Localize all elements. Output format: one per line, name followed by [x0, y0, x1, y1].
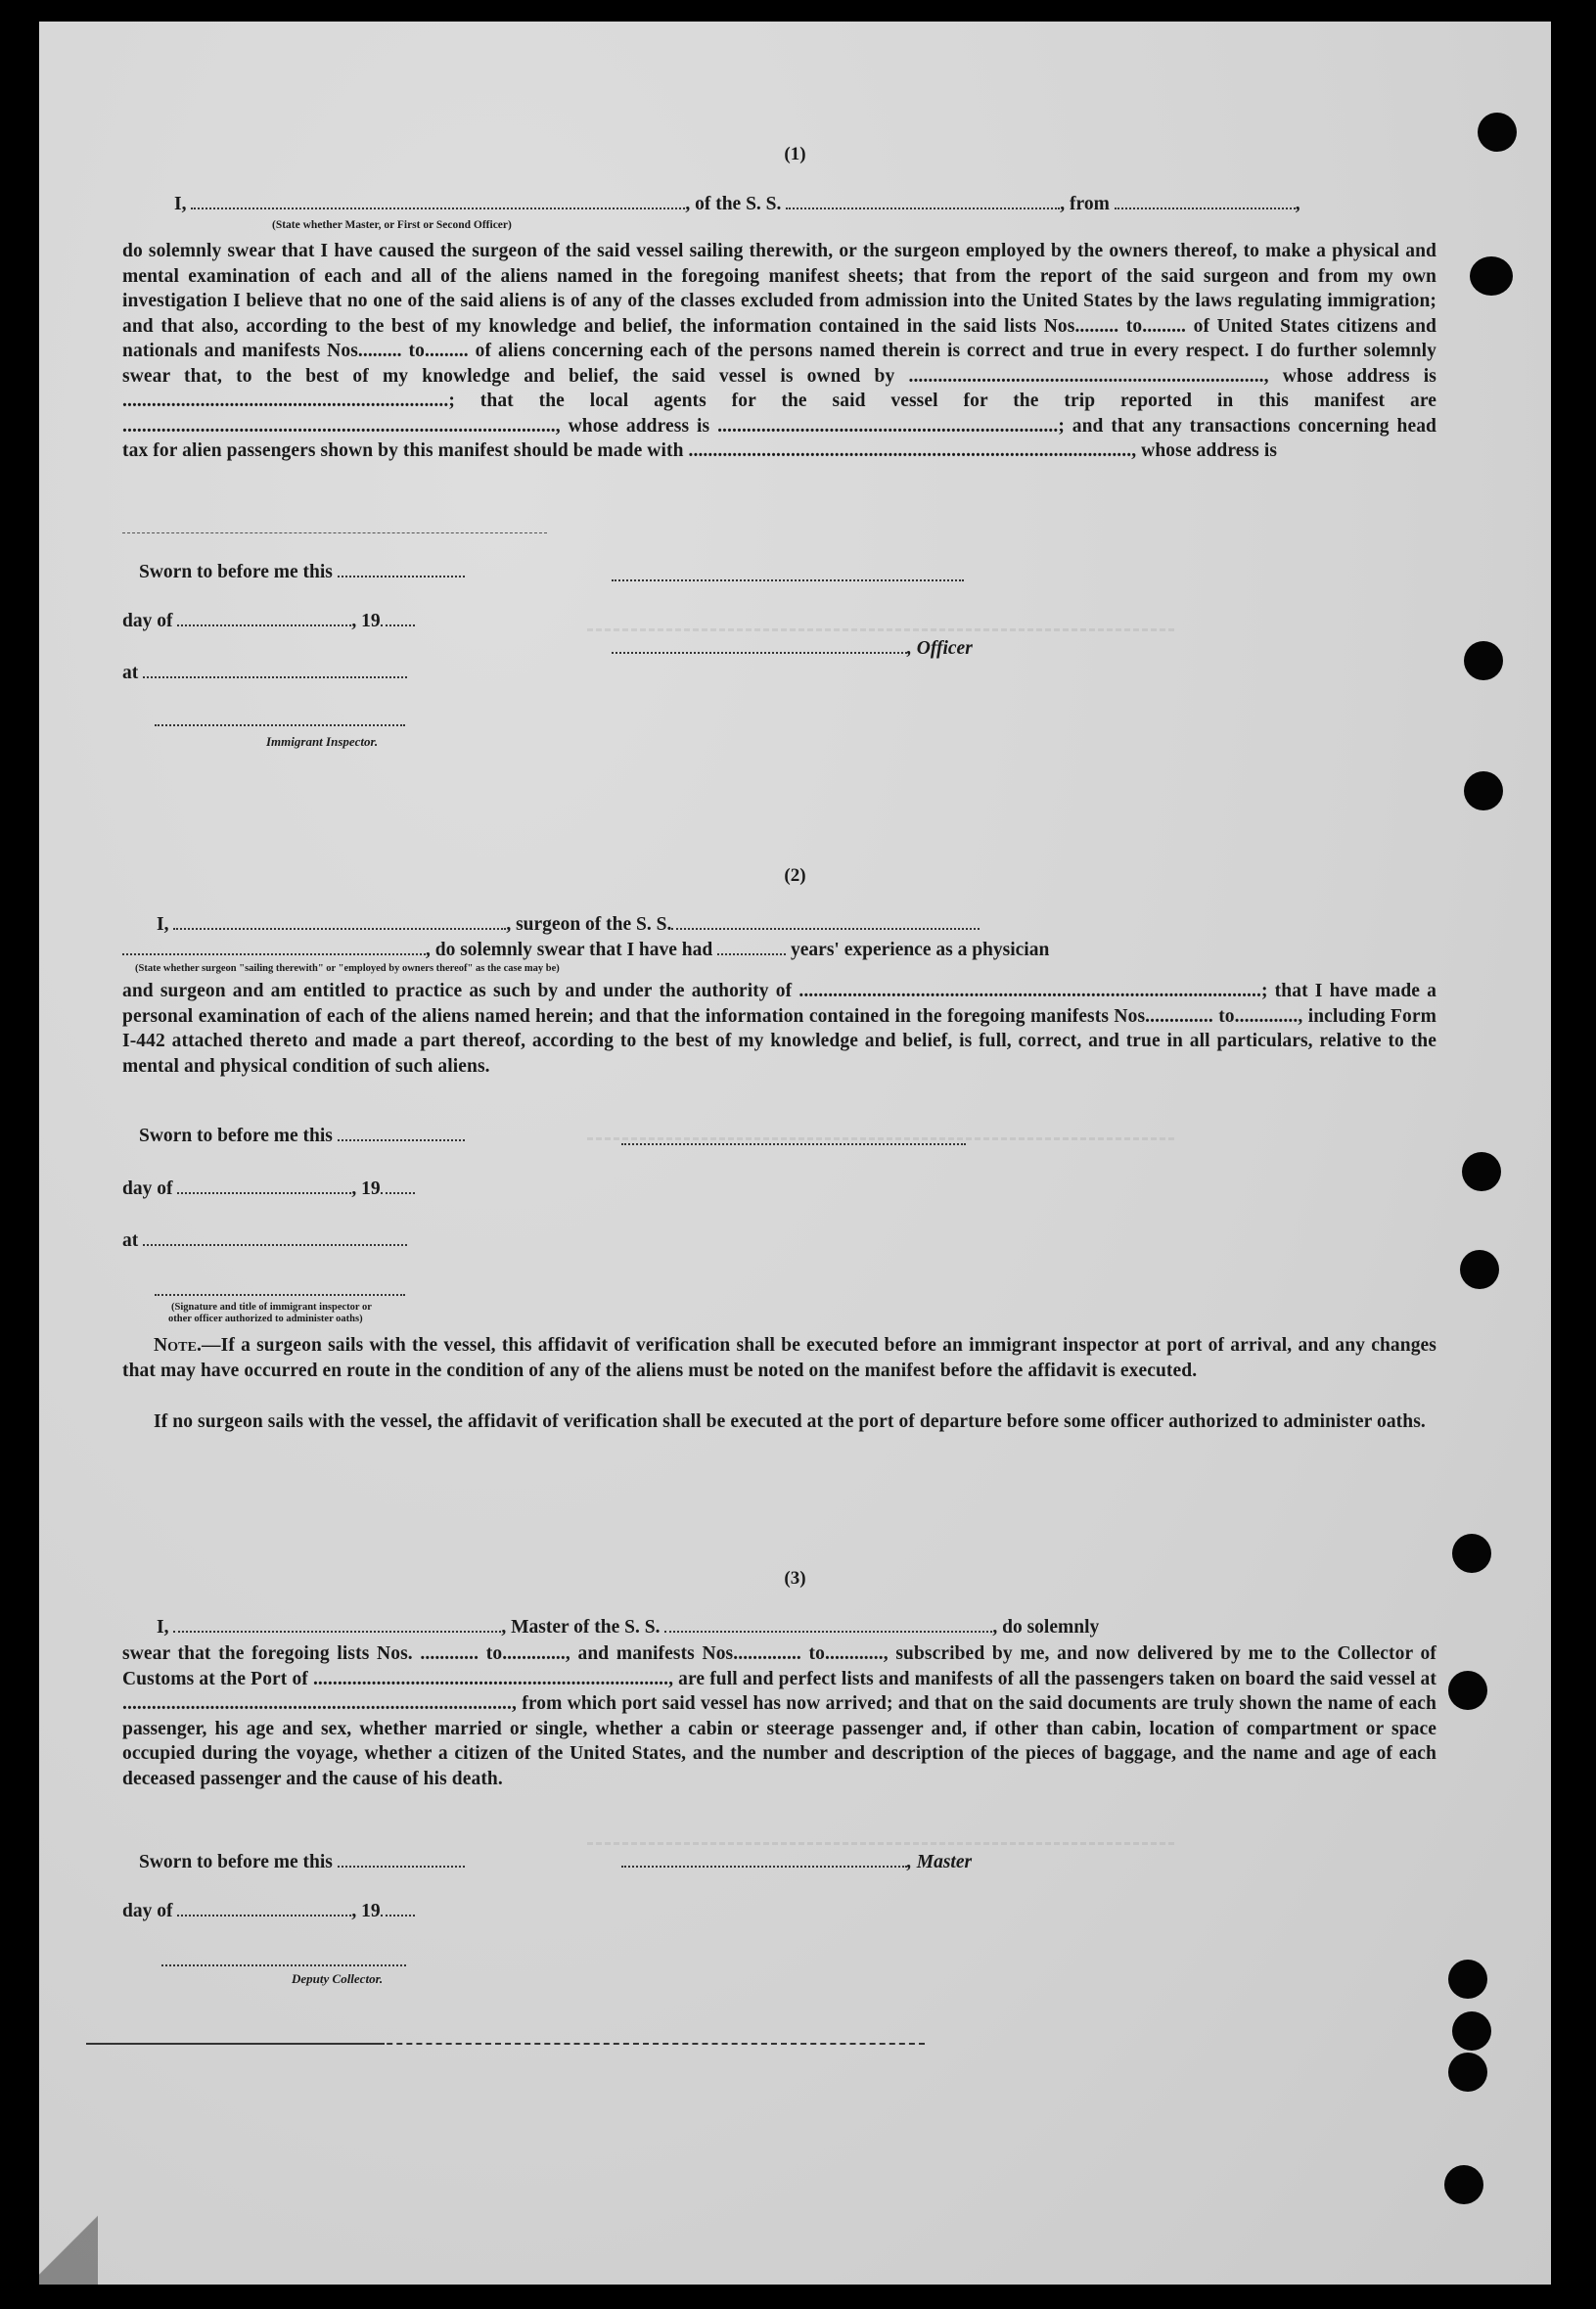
- officer-signature-blank: [612, 638, 907, 654]
- punch-hole: [1464, 771, 1503, 810]
- years-blank: [717, 940, 786, 955]
- bleed-through-texture: [587, 1783, 1174, 1845]
- month-blank: [177, 1901, 351, 1916]
- year-prefix: , 19: [351, 611, 381, 631]
- master-sig-label: , Master: [907, 1852, 973, 1872]
- punch-hole: [1464, 641, 1503, 680]
- signature-caption: other officer authorized to administer oaths): [168, 1314, 363, 1324]
- note2-paragraph: If no surgeon sails with the vessel, the affidavit of verification shall be executed at the port of departure before some officer authorized to administer oaths.: [154, 1411, 1426, 1432]
- punch-hole: [1448, 1960, 1487, 1999]
- section1-line1: I, , of the S. S. , from ,: [174, 194, 1300, 214]
- section-number: (3): [784, 1568, 806, 1589]
- day-of-line: [122, 1178, 415, 1200]
- at-label: at: [122, 1230, 139, 1251]
- signature-line: [612, 579, 964, 581]
- punch-hole: [1452, 2011, 1491, 2051]
- section-number: (2): [784, 865, 806, 886]
- officer-label: , Officer: [907, 638, 973, 659]
- punch-hole: [1444, 2165, 1483, 2204]
- punch-hole: [1460, 1250, 1499, 1289]
- officer-caption: (State whether Master, or First or Second Officer): [272, 219, 512, 231]
- sworn-label: Sworn to before me this: [139, 1126, 333, 1146]
- year-blank: [381, 1178, 415, 1194]
- inspector-signature-line: [155, 1294, 405, 1296]
- punch-hole: [1448, 1671, 1487, 1710]
- inspector-caption: Immigrant Inspector.: [266, 734, 379, 749]
- master-label: , Master of the S. S.: [501, 1617, 661, 1638]
- sworn-label: Sworn to before me this: [139, 1852, 333, 1872]
- pronoun: I,: [157, 914, 169, 935]
- officer-signature-line: [612, 638, 973, 660]
- section2-line1: [157, 914, 980, 936]
- bottom-rule: [357, 2043, 925, 2045]
- at-line: [122, 1230, 407, 1252]
- date-blank: [338, 1126, 465, 1141]
- years-label: years' experience as a physician: [791, 940, 1050, 960]
- day-of-label: day of: [122, 1178, 173, 1199]
- inspector-signature-line: [155, 724, 405, 726]
- sworn-line: [139, 1126, 465, 1147]
- month-blank: [177, 1178, 351, 1194]
- signature-line: [621, 1143, 966, 1145]
- surgeon-status-blank: [122, 940, 426, 955]
- punch-hole: [1448, 2053, 1487, 2092]
- bottom-rule: [86, 2043, 385, 2045]
- surgeon-name-blank: [173, 914, 506, 930]
- surgeon-caption: (State whether surgeon "sailing therewith" or "employed by owners thereof" as the case may be): [135, 963, 560, 974]
- ship-name-blank: [786, 194, 1060, 209]
- signature-caption: (Signature and title of immigrant inspector or: [171, 1302, 372, 1313]
- note-text: —If a surgeon sails with the vessel, this affidavit of verification shall be executed before an immigrant inspector at port of arrival, and any changes that may have occurred en route in the condition of any of the aliens must be noted on the manifest before the affidavit is executed.: [122, 1335, 1436, 1381]
- of-ss-label: , of the S. S.: [685, 194, 782, 214]
- at-line: [122, 663, 407, 684]
- punch-hole: [1470, 256, 1513, 296]
- day-of-label: day of: [122, 611, 173, 631]
- year-blank: [381, 1901, 415, 1916]
- section2-paragraph: and surgeon and am entitled to practice as such by and under the authority of ...............................................................................................; that I have made a personal examination of each of the aliens named herein; and that the information contained in the foregoing manifests Nos.............. to............., including Form I-442 attached thereto and made a part thereof, according to the best of my knowledge and belief, is full, correct, and true in all particulars, relative to the mental and physical condition of such aliens.: [122, 981, 1436, 1077]
- sworn-line: [139, 562, 465, 583]
- ship-name-blank: [664, 1617, 992, 1633]
- manifest-back-page: [39, 22, 1551, 2285]
- place-blank: [143, 663, 407, 678]
- divider: [122, 532, 547, 533]
- year-prefix: , 19: [351, 1901, 381, 1921]
- date-blank: [338, 1852, 465, 1868]
- day-of-label: day of: [122, 1901, 173, 1921]
- sworn-label: Sworn to before me this: [139, 562, 333, 582]
- page-fold-shadow: [39, 2204, 98, 2285]
- year-prefix: , 19: [351, 1178, 381, 1199]
- place-blank: [143, 1230, 407, 1246]
- year-blank: [381, 611, 415, 626]
- bleed-through-texture: [587, 1079, 1174, 1140]
- swear-label: , do solemnly swear that I have had: [426, 940, 713, 960]
- pronoun: I,: [174, 194, 187, 214]
- master-name-blank: [173, 1617, 501, 1633]
- master-signature-blank: [621, 1852, 907, 1868]
- ship-name-blank: [671, 914, 980, 930]
- section-number: (1): [784, 144, 806, 164]
- section3-paragraph: swear that the foregoing lists Nos. ............ to............., and manifests Nos.............. to............, subscribed by me, and now delivered by me to the Collector of Customs at the Port of ........................................................................., are full and perfect lists and manifests of all the passengers taken on board the said vessel at ................................................................................, from which port said vessel has now arrived; and that on the said documents are truly shown the name of each passenger, his age and sex, whether married or single, whether a cabin or steerage passenger and, if other than cabin, location of compartment or space occupied during the voyage, whether a citizen of the United States, and the number and description of the pieces of baggage, and the name and age of each deceased passenger and the cause of his death.: [122, 1643, 1436, 1789]
- collector-signature-line: [161, 1964, 406, 1966]
- section1-paragraph: do solemnly swear that I have caused the surgeon of the said vessel sailing therewith, or the surgeon employed by the owners thereof, to make a physical and mental examination of each and all of the aliens named in the foregoing manifest sheets; that from the report of the said surgeon and from my own investigation I believe that no one of the said aliens is of any of the classes excluded from admission into the United States by the laws regulating immigration; and that also, according to the best of my knowledge and belief, the information contained in the said lists Nos......... to......... of United States citizens and nationals and manifests Nos......... to......... of aliens concerning each of the persons named therein is correct and true in every respect. I do further solemnly swear that, to the best of my knowledge and belief, the said vessel is owned by ........................................................................., whose address is ...................................................................; that the local agents for the said vessel for the trip reported in this manifest are ........................................................................................., whose address is ......................................................................; and that any transactions concerning head tax for alien passengers shown by this manifest should be made with ..........................................................................................., whose address is: [122, 241, 1436, 461]
- section3-line1: [157, 1617, 1099, 1639]
- date-blank: [338, 562, 465, 577]
- month-blank: [177, 611, 351, 626]
- departure-port-blank: [1115, 194, 1296, 209]
- note-paragraph: [122, 1333, 1436, 1383]
- master-signature-line: [621, 1852, 972, 1873]
- day-of-line: [122, 1901, 415, 1922]
- officer-title-blank: [191, 194, 685, 209]
- from-label: , from: [1060, 194, 1110, 214]
- section2-line2: [122, 940, 1049, 961]
- sworn-line: [139, 1852, 465, 1873]
- punch-hole: [1452, 1534, 1491, 1573]
- surgeon-label: , surgeon of the S. S.: [506, 914, 672, 935]
- solemnly-label: , do solemnly: [992, 1617, 1100, 1638]
- note-label: Note.: [154, 1335, 203, 1356]
- punch-hole: [1462, 1152, 1501, 1191]
- at-label: at: [122, 663, 139, 683]
- day-of-line: [122, 611, 415, 632]
- pronoun: I,: [157, 1617, 169, 1638]
- collector-caption: Deputy Collector.: [292, 1971, 384, 1986]
